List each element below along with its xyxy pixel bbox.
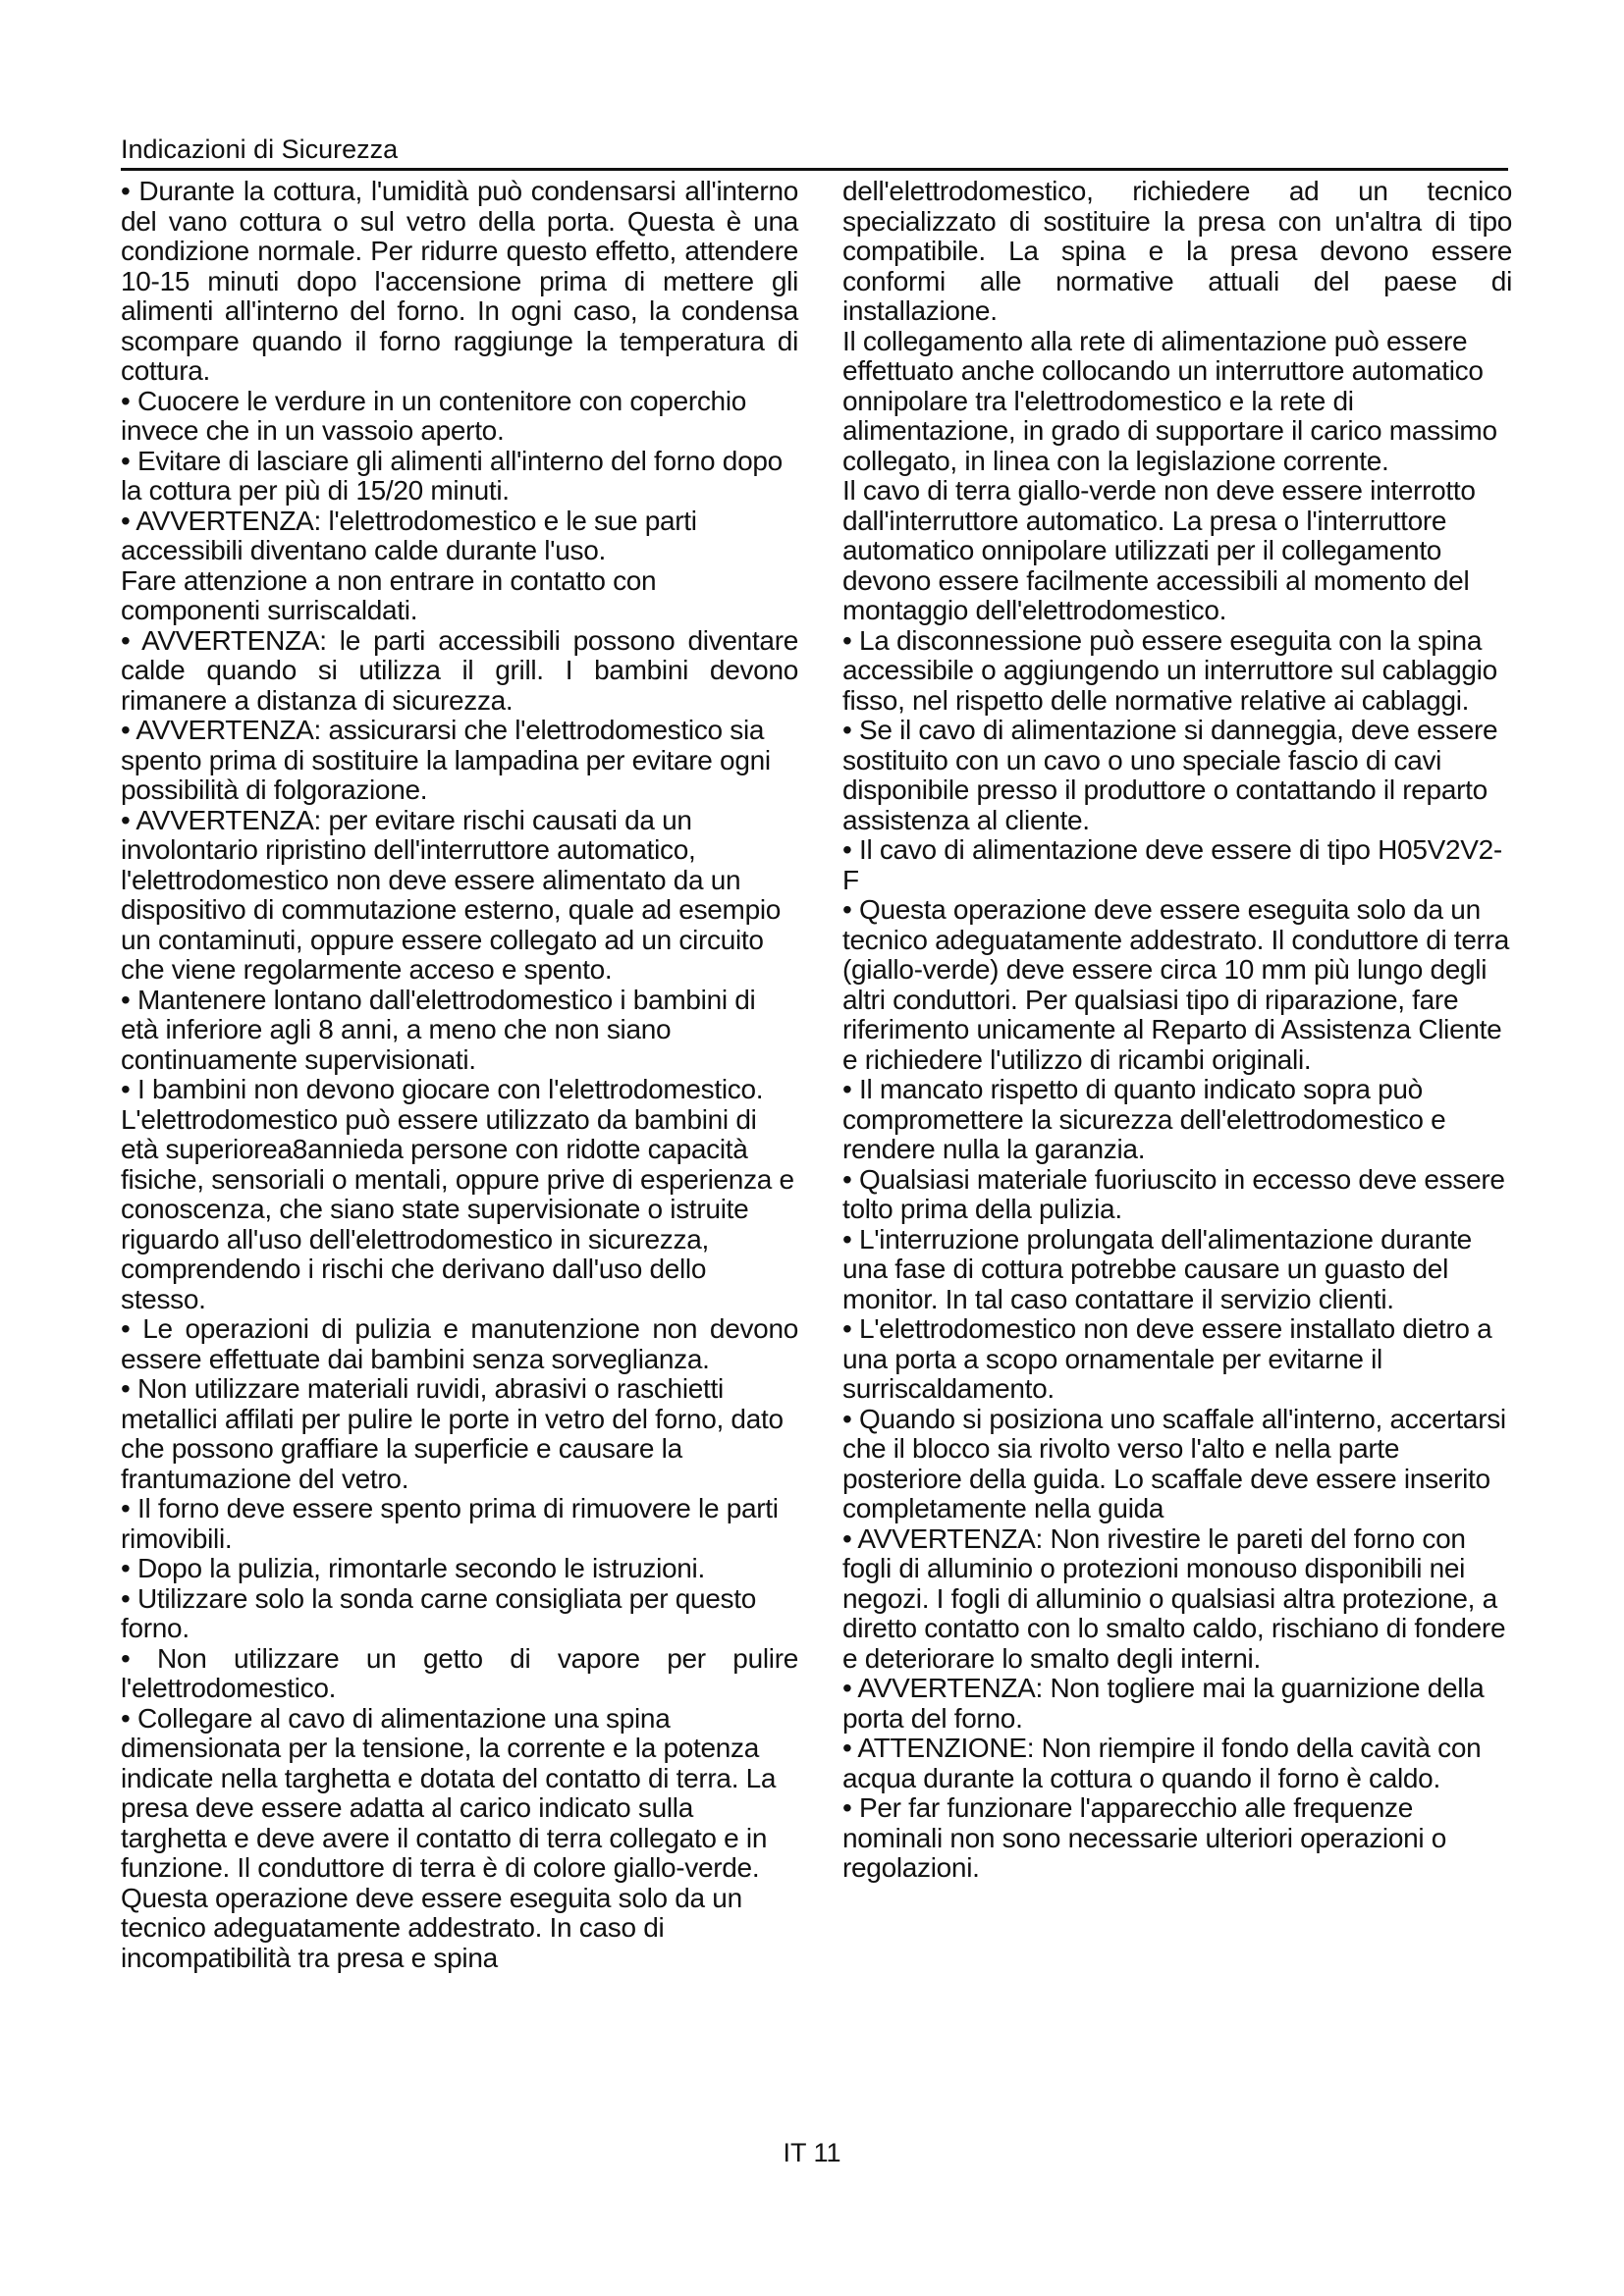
paragraph-warning-gasket: • AVVERTENZA: Non togliere mai la guarnizione della porta del forno. [842,1673,1485,1734]
paragraph-vegetables: • Cuocere le verdure in un contenitore con coperchio invece che in un vassoio aperto. [121,385,747,446]
page-number: IT 11 [783,2138,841,2167]
header-divider [121,168,1508,171]
paragraph-warning-grill: • AVVERTENZA: le parti accessibili possono diventare calde quando si utilizza il grill. I bambini devono rimanere a distanza di sicurezza. [121,624,798,716]
paragraph-disconnection: • La disconnessione può essere eseguita con la spina accessibile o aggiungendo un interruttore sul cablaggio fisso, nel rispetto delle normative relative ai cablaggi. [842,624,1497,716]
paragraph-condensation: • Durante la cottura, l'umidità può condensarsi all'interno del vano cottura o sul vetro della porta. Questa è una condizione normale. Per ridurre questo effetto, attendere 10-15 minuti dopo l'accensione prima di mettere gli alimenti all'interno del forno. In ogni caso, la condensa scompare quando il forno raggiunge la temperatura di cottura. [121,176,798,386]
paragraph-meat-probe: • Utilizzare solo la sonda carne consigliata per questo forno. [121,1582,756,1643]
paragraph-abrasives: • Non utilizzare materiali ruvidi, abrasivi o raschietti metallici affilati per pulire le porte in vetro del forno, dato che possono graffiare la superficie e causare la frantumazione del vetro. [121,1373,784,1494]
left-column [121,177,798,1973]
paragraph-power-interruption: • L'interruzione prolungata dell'alimentazione durante una fase di cottura potrebbe causare un guasto del monitor. In tal caso contattare il servizio clienti. [842,1223,1472,1314]
paragraph-shelf: • Quando si posiziona uno scaffale all'interno, accertarsi che il blocco sia rivolto verso l'alto e nella parte posteriore della guida. Lo scaffale deve essere inserito completamente nella guida [842,1403,1506,1523]
paragraph-steam: • Non utilizzare un getto di vapore per pulire l'elettrodomestico. [121,1642,798,1703]
paragraph-cleaning-children: • Le operazioni di pulizia e manutenzione non devono essere effettuate dai bambini senza sorveglianza. [121,1313,798,1374]
paragraph-overheated-components: Fare attenzione a non entrare in contatto con componenti surriscaldati. [121,564,657,625]
paragraph-warning-lamp: • AVVERTENZA: assicurarsi che l'elettrodomestico sia spento prima di sostituire la lampadina per evitare ogni possibilità di folgorazione. [121,715,771,805]
paragraph-warning-breaker: • AVVERTENZA: per evitare rischi causati da un involontario ripristino dell'interruttore automatico, l'elettrodomestico non deve essere alimentato da un dispositivo di commutazione esterno, quale ad esempio un contaminuti, oppure essere collegato ad un circuito che viene regolarmente acceso e spento. [121,804,782,985]
paragraph-decorative-door: • L'elettrodomestico non deve essere installato dietro a una porta a scopo ornamentale per evitarne il surriscaldamento. [842,1313,1492,1404]
section-title: Indicazioni di Sicurezza [121,134,399,164]
paragraph-cable-damage: • Se il cavo di alimentazione si danneggia, deve essere sostituito con un cavo o uno speciale fascio di cavi disponibile presso il produttore o contattando il reparto assistenza al cliente. [842,715,1498,835]
page-header [121,133,1508,171]
right-column [842,177,1512,1884]
paragraph-children-age: • Mantenere lontano dall'elettrodomestico i bambini di età inferiore agli 8 anni, a meno che non siano continuamente supervisionati. [121,984,756,1075]
paragraph-non-compliance: • Il mancato rispetto di quanto indicato sopra può compromettere la sicurezza dell'elettrodomestico e rendere nulla la garanzia. [842,1074,1446,1164]
paragraph-reassemble: • Dopo la pulizia, rimontarle secondo le istruzioni. [121,1553,705,1583]
paragraph-cable-type: • Il cavo di alimentazione deve essere di tipo H05V2V2-F [842,834,1502,895]
paragraph-earth-cable: Il cavo di terra giallo-verde non deve essere interrotto dall'interruttore automatico. La presa o l'interruttore automatico onnipolare utilizzati per il collegamento devono essere facilmente accessibili al momento del montaggio dell'elettrodomestico. [842,475,1476,625]
paragraph-spilled-material: • Qualsiasi materiale fuoriuscito in eccesso deve essere tolto prima della pulizia. [842,1163,1505,1224]
paragraph-attention-water: • ATTENZIONE: Non riempire il fondo della cavità con acqua durante la cottura o quando il forno è caldo. [842,1733,1482,1793]
paragraph-oven-off: • Il forno deve essere spento prima di rimuovere le parti rimovibili. [121,1493,779,1554]
paragraph-trained-technician: • Questa operazione deve essere eseguita solo da un tecnico adeguatamente addestrato. Il conduttore di terra (giallo-verde) deve essere circa 10 mm più lungo degli altri conduttori. Per qualsiasi tipo di riparazione, fare riferimento unicamente al Reparto di Assistenza Cliente e richiedere l'utilizzo di ricambi originali. [842,894,1509,1075]
paragraph-socket-replacement: dell'elettrodomestico, richiedere ad un tecnico specializzato di sostituire la presa con un'altra di tipo compatibile. La spina e la presa devono essere conformi alle normative attuali del paese di installazione. [842,176,1512,326]
paragraph-children-play: • I bambini non devono giocare con l'elettrodomestico. L'elettrodomestico può essere utilizzato da bambini di età superiorea8annieda persone con ridotte capacità fisiche, sensoriali o mentali, oppure prive di esperienza e conoscenza, che siano state supervisionate o istruite riguardo all'uso dell'elettrodomestico in sicurezza, comprendendo i rischi che derivano dall'uso dello stesso. [121,1074,794,1314]
paragraph-warning-foil: • AVVERTENZA: Non rivestire le pareti del forno con fogli di alluminio o protezioni monouso disponibili nei negozi. I fogli di alluminio o qualsiasi altra protezione, a diretto contatto con lo smalto caldo, rischiano di fondere e deteriorare lo smalto degli interni. [842,1522,1506,1674]
paragraph-mains-connection: Il collegamento alla rete di alimentazione può essere effettuato anche collocando un interruttore automatico onnipolare tra l'elettrodomestico e la rete di alimentazione, in grado di supportare il carico massimo collegato, in linea con la legislazione corrente. [842,325,1497,476]
paragraph-plug: • Collegare al cavo di alimentazione una spina dimensionata per la tensione, la corrente e la potenza indicate nella targhetta e dotata del contatto di terra. La presa deve essere adatta al carico indicato sulla targhetta e deve avere il contatto di terra collegato e in funzione. Il conduttore di terra è di colore giallo-verde. Questa operazione deve essere eseguita solo da un tecnico adeguatamente addestrato. In caso di incompatibilità tra presa e spina [121,1702,777,1973]
paragraph-rated-frequencies: • Per far funzionare l'apparecchio alle frequenze nominali non sono necessarie ulteriori operazioni o regolazioni. [842,1792,1447,1883]
paragraph-food-left-inside: • Evitare di lasciare gli alimenti all'interno del forno dopo la cottura per più di 15/20 minuti. [121,445,783,506]
paragraph-warning-hot-parts: • AVVERTENZA: l'elettrodomestico e le sue parti accessibili diventano calde durante l'uso. [121,505,697,565]
